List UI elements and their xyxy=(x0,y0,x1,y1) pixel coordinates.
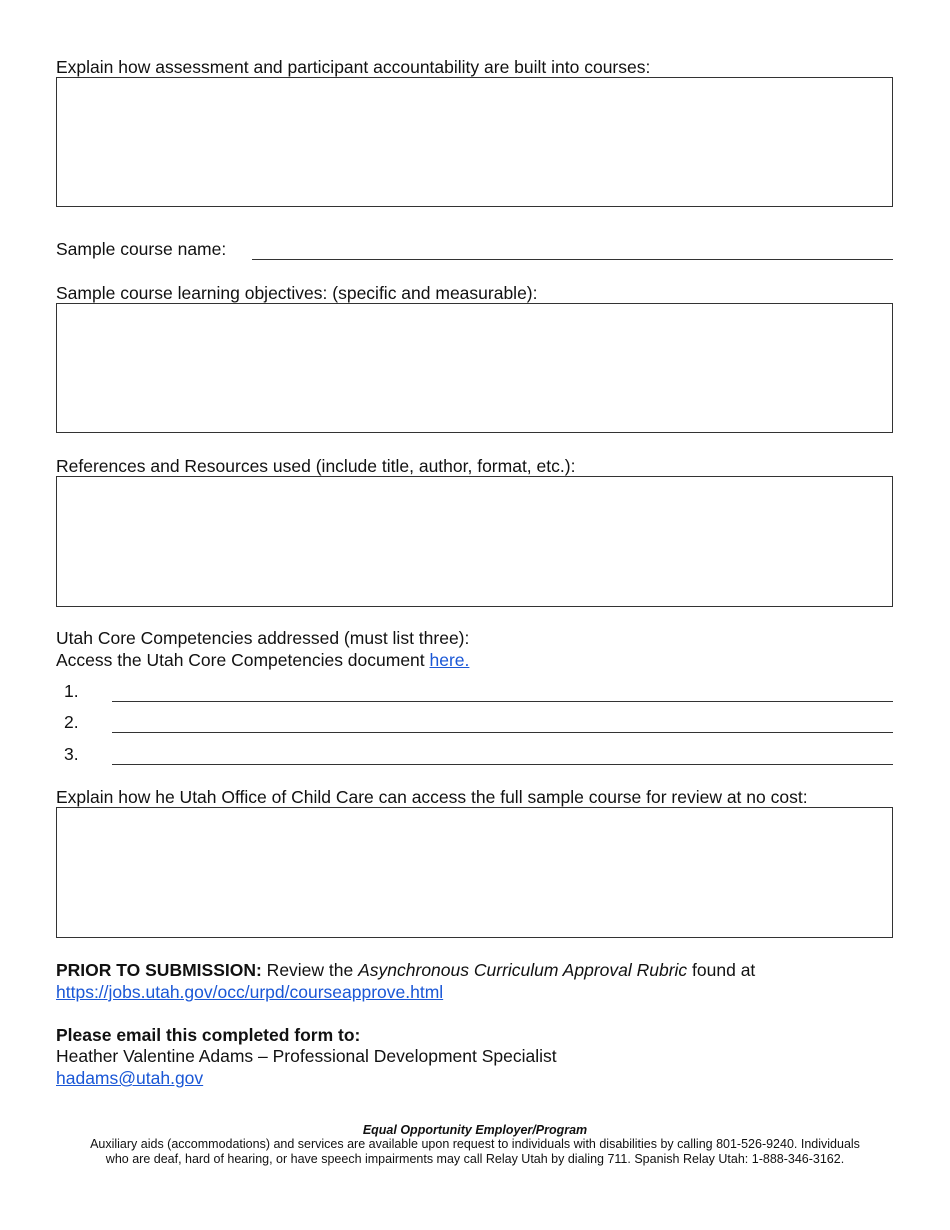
objectives-textbox[interactable] xyxy=(56,303,893,433)
email-heading: Please email this completed form to: xyxy=(56,1025,361,1045)
rubric-url-link[interactable]: https://jobs.utah.gov/occ/urpd/courseapprove.html xyxy=(56,982,444,1002)
footer-text: Auxiliary aids (accommodations) and services are available upon request to individuals with disabilities by calling 801-526-9240. Individuals who are deaf, hard of hearing, or have speech impairments may call Relay Utah by dialing 711. Spanish Relay Utah: 1-888-346-3162. xyxy=(90,1137,860,1166)
competency-number-1: 1. xyxy=(64,681,79,701)
references-label: References and Resources used (include title, author, format, etc.): xyxy=(56,456,576,476)
footer-title: Equal Opportunity Employer/Program xyxy=(362,1123,588,1137)
prior-submission-line xyxy=(56,959,755,981)
prior-submission-text-2: found at xyxy=(687,960,756,980)
competencies-document-link[interactable]: here. xyxy=(429,650,470,670)
competencies-access-text: Access the Utah Core Competencies document xyxy=(56,650,430,670)
assessment-label: Explain how assessment and participant accountability are built into courses: xyxy=(56,57,651,77)
objectives-label: Sample course learning objectives: (specific and measurable): xyxy=(56,283,538,303)
references-textbox[interactable] xyxy=(56,476,893,607)
prior-submission-heading: PRIOR TO SUBMISSION: xyxy=(56,960,262,980)
competency-field-1[interactable] xyxy=(112,701,893,702)
competency-field-2[interactable] xyxy=(112,732,893,733)
course-name-label: Sample course name: xyxy=(56,239,227,259)
competencies-label: Utah Core Competencies addressed (must list three): xyxy=(56,628,470,648)
competency-number-3: 3. xyxy=(64,744,79,764)
course-name-field[interactable] xyxy=(252,259,893,260)
access-textbox[interactable] xyxy=(56,807,893,938)
access-label: Explain how he Utah Office of Child Care can access the full sample course for review at no cost: xyxy=(56,787,808,807)
contact-name-title: Heather Valentine Adams – Professional Development Specialist xyxy=(56,1046,557,1066)
prior-submission-text-1: Review the xyxy=(261,960,359,980)
rubric-title: Asynchronous Curriculum Approval Rubric xyxy=(358,960,688,980)
assessment-textbox[interactable] xyxy=(56,77,893,207)
contact-email-link[interactable]: hadams@utah.gov xyxy=(56,1068,204,1088)
competency-number-2: 2. xyxy=(64,712,79,732)
competency-field-3[interactable] xyxy=(112,764,893,765)
competencies-access-line xyxy=(56,649,469,671)
